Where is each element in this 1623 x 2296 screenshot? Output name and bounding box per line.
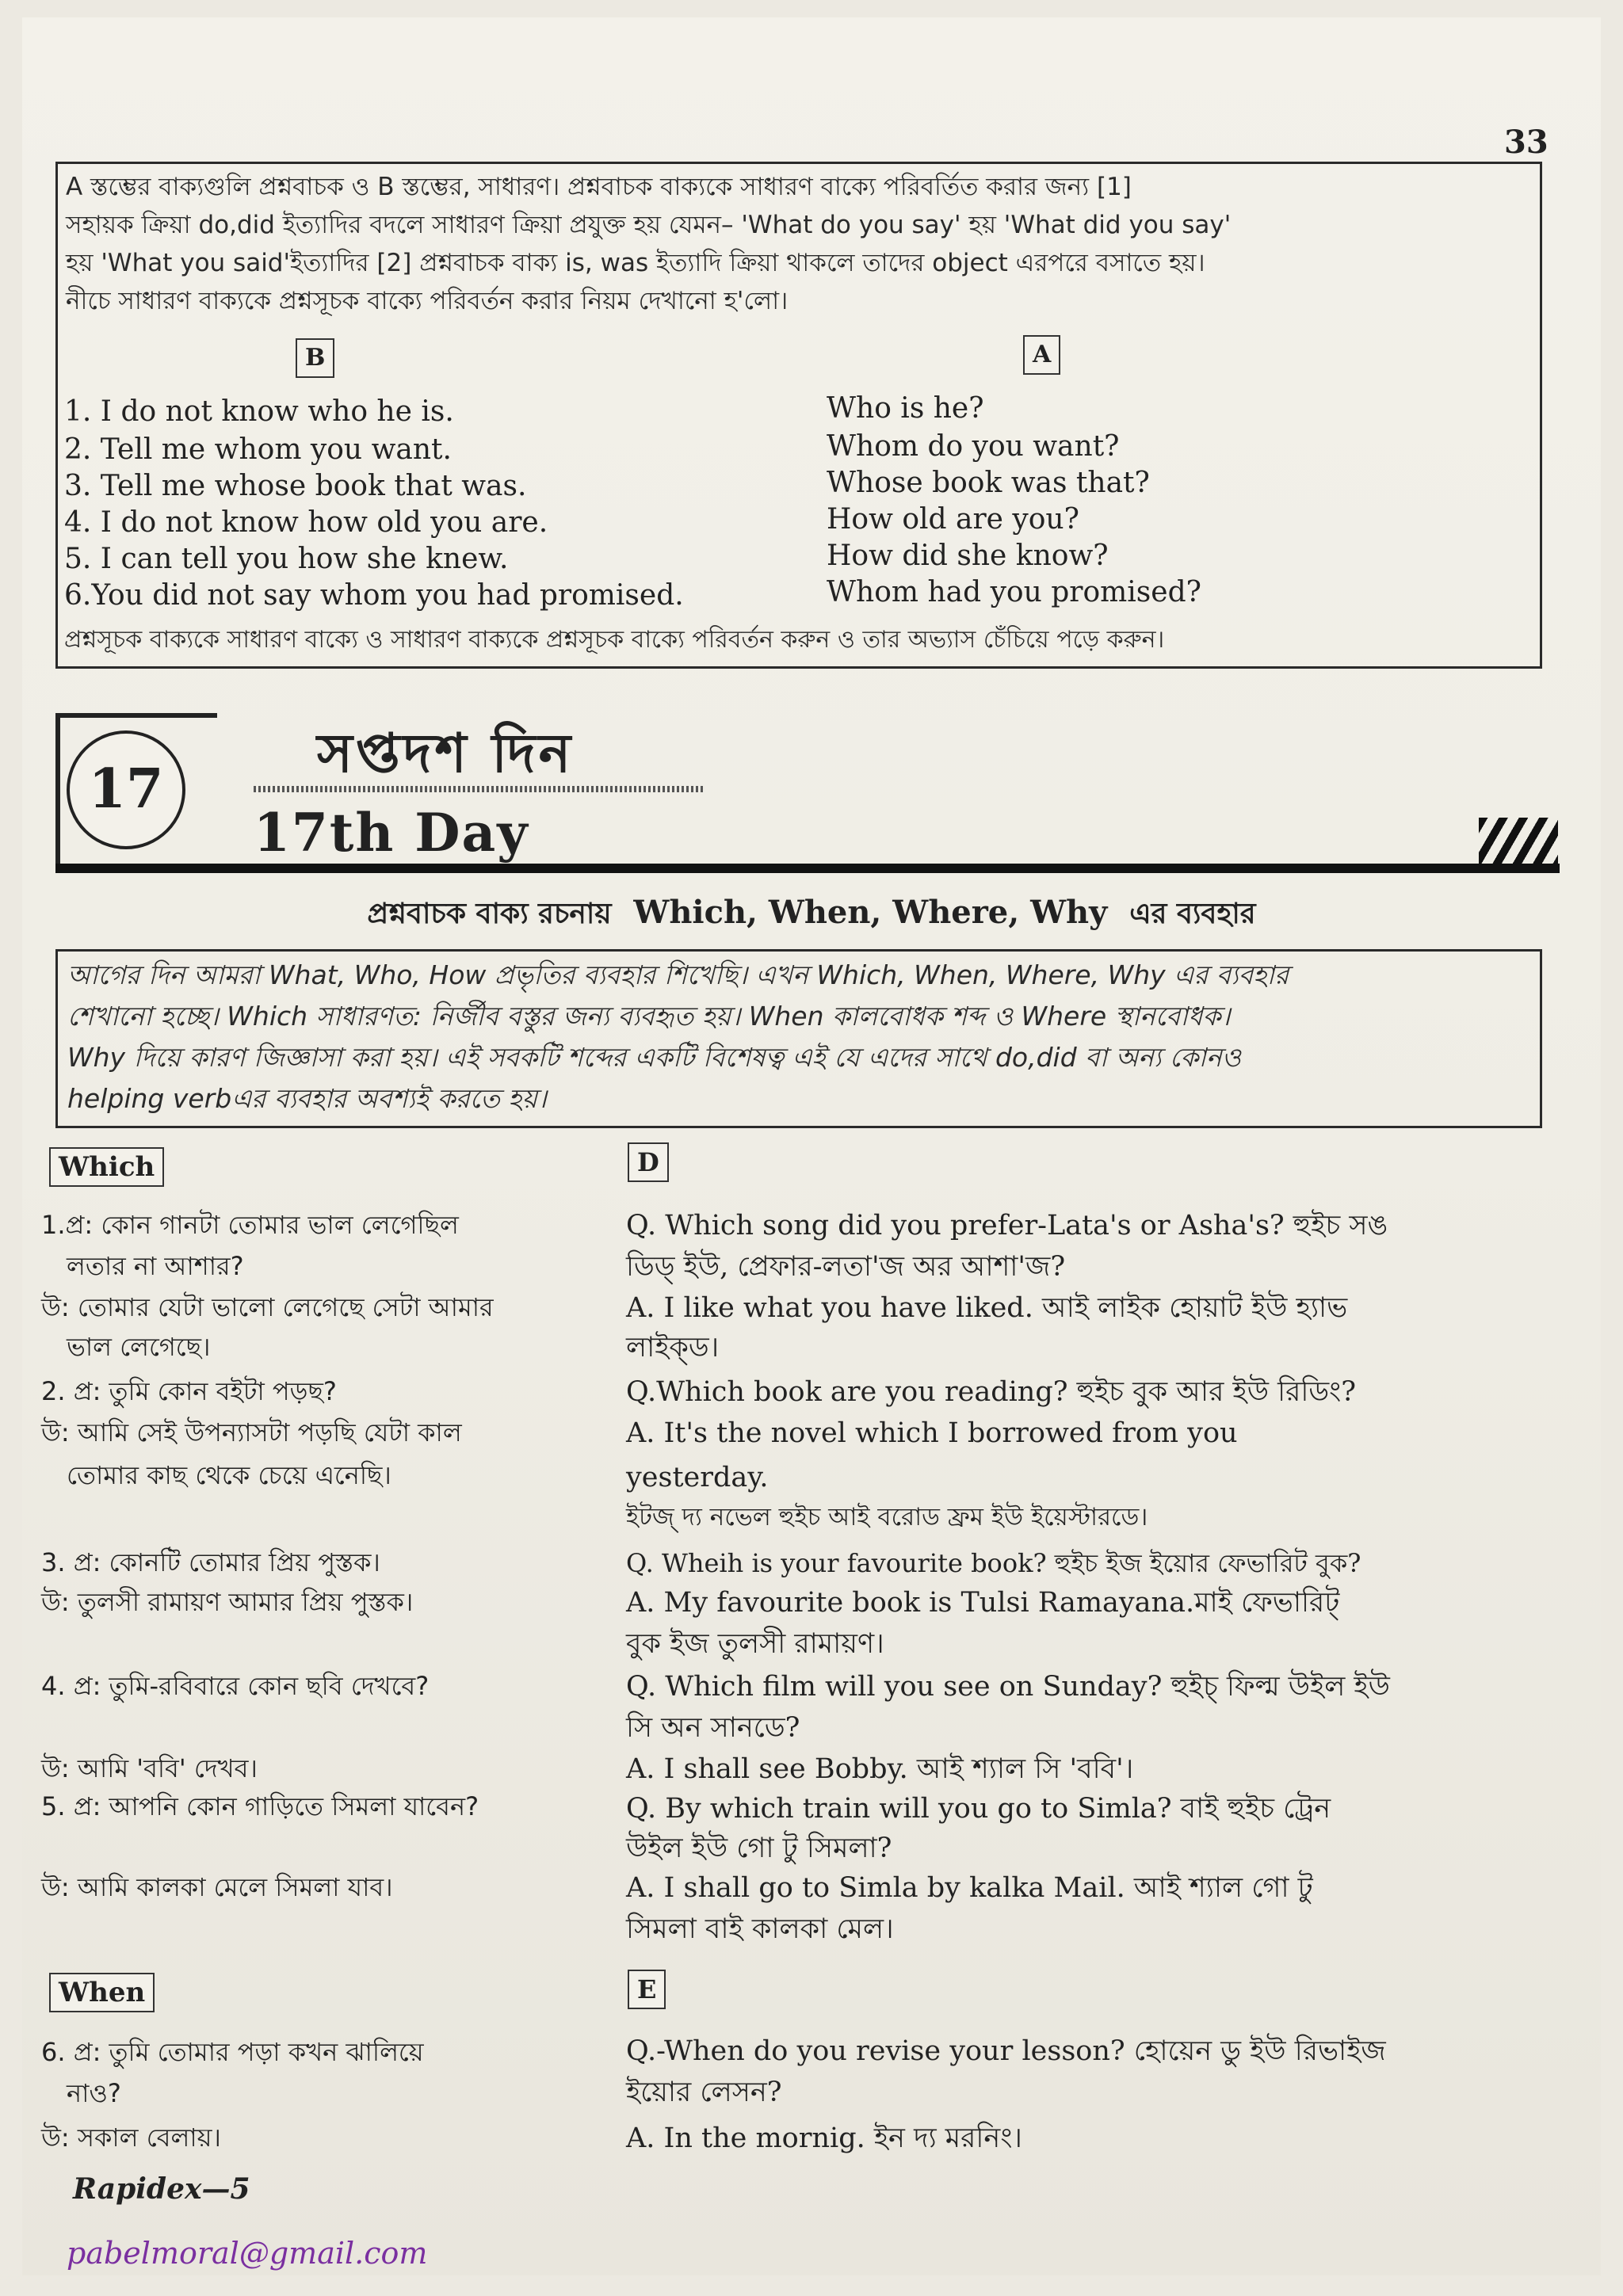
en-qa-line: A. In the mornig. ইন দ্য মরনিং।: [626, 2122, 1022, 2154]
bn-qa-line: লতার না আশার?: [67, 1251, 244, 1281]
en-qa-line: ইটজ্ দ্য নভেল হুইচ আই বরোড ফ্রম ইউ ইয়েস্টারডে।: [626, 1503, 1148, 1531]
column-b-label: B: [296, 338, 334, 378]
en-qa-line: Q. Which song did you prefer-Lata's or Asha's? হুইচ সঙ: [626, 1210, 1388, 1241]
section-subheading: [22, 892, 1601, 940]
bn-qa-line: 3. প্র: কোনটি তোমার প্রিয় পুস্তক।: [41, 1547, 380, 1577]
page-number: 33: [1504, 124, 1549, 161]
bn-qa-line: 5. প্র: আপনি কোন গাড়িতে সিমলা যাবেন?: [41, 1791, 479, 1821]
en-qa-line: সি অন সানডে?: [626, 1712, 800, 1744]
en-qa-line: Q. Which film will you see on Sunday? হুইচ্ ফিল্ম উইল ইউ: [626, 1671, 1390, 1703]
bn-qa-line: উ: আমি সেই উপন্যাসটা পড়ছি যেটা কাল: [41, 1417, 462, 1447]
bn-qa-line: উ: তোমার যেটা ভালো লেগেছে সেটা আমার: [41, 1292, 494, 1322]
en-qa-line: Q. Wheih is your favourite book? হুইচ ইজ ইয়োর ফেভারিট বুক?: [626, 1548, 1361, 1578]
en-qa-line: A. I like what you have liked. আই লাইক হোয়াট ইউ হ্যাভ: [626, 1292, 1348, 1324]
en-qa-line: A. It's the novel which I borrowed from you: [626, 1417, 1238, 1449]
subheading-prefix: প্রশ্নবাচক বাক্য রচনায়: [367, 898, 612, 930]
pair-b: 6.You did not say whom you had promised.: [64, 579, 684, 612]
en-qa-line: বুক ইজ তুলসী রামায়ণ।: [626, 1628, 884, 1660]
bn-qa-line: তোমার কাছ থেকে চেয়ে এনেছি।: [67, 1460, 391, 1490]
bn-qa-line: 4. প্র: তুমি-রবিবারে কোন ছবি দেখবে?: [41, 1671, 430, 1701]
en-qa-line: ডিড্ ইউ, প্রেফার-লতা'জ অর আশা'জ?: [626, 1251, 1066, 1283]
day-title-english: 17th Day: [254, 802, 529, 864]
bn-qa-line: ভাল লেগেছে।: [67, 1332, 211, 1362]
pair-a: Whose book was that?: [827, 467, 1150, 499]
intro-line: হয় 'What you said'ইত্যাদির [2] প্রশ্নবাচক বাক্য is, was ইত্যাদি ক্রিয়া থাকলে তাদের object এরপরে বসাতে হয়।: [66, 249, 1205, 277]
pair-b: 1. I do not know who he is.: [64, 395, 454, 428]
book-page: [22, 17, 1601, 2275]
note-line: শেখানো হচ্ছে। Which সাধারণত: নির্জীব বস্তুর জন্য ব্যবহৃত হয়। When কালবোধক শব্দ ও Where স্থানবোধক।: [67, 1001, 1231, 1032]
column-a-label: A: [1023, 335, 1060, 375]
en-qa-line: লাইক্‌ড।: [626, 1332, 720, 1363]
en-qa-line: yesterday.: [626, 1462, 769, 1493]
en-qa-line: Q.-When do you revise your lesson? হোয়েন ডু ইউ রিভাইজ: [626, 2035, 1386, 2067]
en-qa-line: A. My favourite book is Tulsi Ramayana.মাই ফেভারিট্: [626, 1587, 1340, 1619]
en-qa-line: সিমলা বাই কালকা মেল।: [626, 1913, 894, 1945]
intro-line: নীচে সাধারণ বাক্যকে প্রশ্নসূচক বাক্যে পরিবর্তন করার নিয়ম দেখানো হ'লো।: [66, 287, 789, 315]
en-qa-line: উইল ইউ গো টু সিমলা?: [626, 1833, 892, 1864]
en-qa-line: A. I shall see Bobby. আই শ্যাল সি 'ববি'।: [626, 1753, 1134, 1785]
note-box: [55, 949, 1542, 1128]
pair-b: 3. Tell me whose book that was.: [64, 470, 527, 502]
when-right-label: E: [628, 1970, 666, 2009]
decorative-rule: [254, 786, 705, 792]
en-qa-line: ইয়োর লেসন?: [626, 2077, 782, 2108]
pair-a: Whom had you promised?: [827, 576, 1201, 608]
bn-qa-line: উ: আমি 'ববি' দেখব।: [41, 1753, 258, 1783]
pair-a: Whom do you want?: [827, 430, 1120, 463]
note-line: Why দিয়ে কারণ জিজ্ঞাসা করা হয়। এই সবকটি শব্দের একটি বিশেষত্ব এই যে এদের সাথে do,did বা অন্য কোনও: [67, 1042, 1241, 1073]
bn-qa-line: 2. প্র: তুমি কোন বইটা পড়ছ?: [41, 1376, 337, 1406]
intro-footer-line: প্রশ্নসূচক বাক্যকে সাধারণ বাক্যে ও সাধারণ বাক্যকে প্রশ্নসূচক বাক্যে পরিবর্তন করুন ও তার অভ্যাস চেঁচিয়ে পড়ে করুন।: [64, 626, 1165, 654]
en-qa-line: A. I shall go to Simla by kalka Mail. আই শ্যাল গো টু: [626, 1872, 1313, 1904]
pair-b: 2. Tell me whom you want.: [64, 433, 452, 466]
bn-qa-line: 1.প্র: কোন গানটা তোমার ভাল লেগেছিল: [41, 1210, 459, 1240]
book-label: Rapidex—5: [73, 2172, 250, 2206]
intro-line: A স্তম্ভের বাক্যগুলি প্রশ্নবাচক ও B স্তম্ভের, সাধারণ। প্রশ্নবাচক বাক্যকে সাধারণ বাক্যে পরিবর্তিত করার জন্য [1]: [66, 173, 1132, 201]
header-divider: [55, 864, 1560, 873]
day-title-bengali: সপ্তদশ দিন: [317, 723, 575, 785]
intro-box: [55, 162, 1542, 669]
day-number-badge: 17: [67, 730, 185, 849]
bn-qa-line: নাও?: [67, 2078, 121, 2108]
intro-line: সহায়ক ক্রিয়া do,did ইত্যাদির বদলে সাধারণ ক্রিয়া প্রযুক্ত হয় যেমন– 'What do you say' হয় 'What did you say': [66, 211, 1232, 239]
note-line: আগের দিন আমরা What, Who, How প্রভৃতির ব্যবহার শিখেছি। এখন Which, When, Where, Why এর ব্যবহার: [67, 959, 1289, 990]
pair-a: How did she know?: [827, 540, 1109, 572]
when-label: When: [49, 1973, 155, 2012]
en-qa-line: Q. By which train will you go to Simla? বাই হুইচ ট্রেন: [626, 1793, 1331, 1825]
bn-qa-line: উ: আমি কালকা মেলে সিমলা যাব।: [41, 1872, 393, 1902]
decorative-stripes: [1479, 818, 1558, 865]
note-line: helping verbএর ব্যবহার অবশ্যই করতে হয়।: [67, 1083, 547, 1114]
pair-a: Who is he?: [827, 392, 984, 425]
subheading-words: Which, When, Where, Why: [633, 894, 1108, 931]
bn-qa-line: উ: সকাল বেলায়।: [41, 2122, 221, 2153]
en-qa-line: Q.Which book are you reading? হুইচ বুক আর ইউ রিডিং?: [626, 1376, 1356, 1408]
bn-qa-line: 6. প্র: তুমি তোমার পড়া কখন ঝালিয়ে: [41, 2037, 424, 2067]
pair-b: 4. I do not know how old you are.: [64, 506, 548, 539]
bn-qa-line: উ: তুলসী রামায়ণ আমার প্রিয় পুস্তক।: [41, 1587, 414, 1617]
subheading-suffix: এর ব্যবহার: [1129, 898, 1256, 930]
watermark-email: pabelmoral@gmail.com: [67, 2236, 428, 2271]
pair-b: 5. I can tell you how she knew.: [64, 543, 509, 575]
which-label: Which: [49, 1147, 164, 1187]
which-right-label: D: [628, 1142, 669, 1182]
pair-a: How old are you?: [827, 503, 1079, 536]
